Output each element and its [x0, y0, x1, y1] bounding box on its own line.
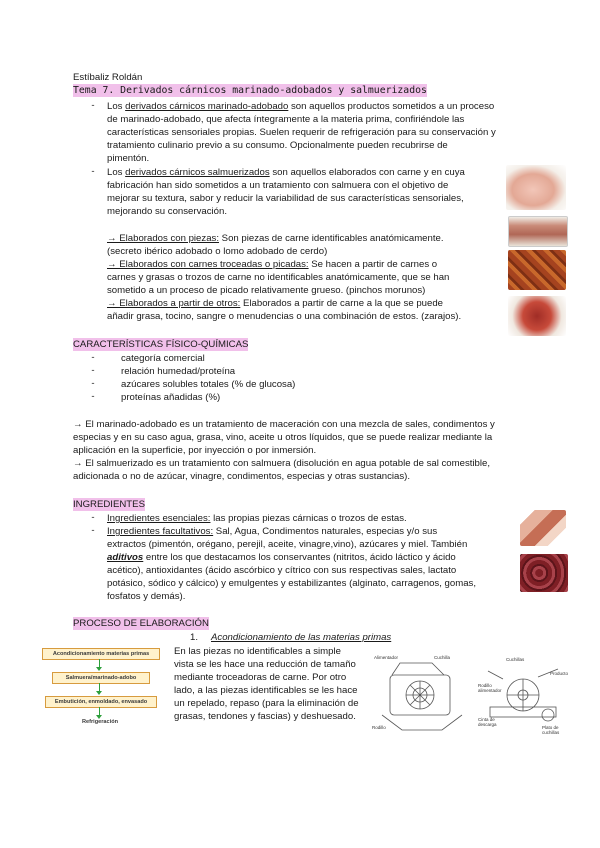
troceadora-diagram-1: [372, 655, 472, 737]
proceso-line: un repelado, repaso (para la eliminación de: [174, 698, 359, 709]
def-line: → El marinado-adobado es un tratamiento de maceración con una mezcla de sales, condimentos y: [73, 419, 495, 430]
proceso-line: mediante troceadoras de carne. Por otro: [174, 672, 347, 683]
type-piezas: → Elaborados con piezas: Son piezas de carne identificables anatómicamente.: [107, 233, 444, 244]
term-marinado: derivados cárnicos marinado-adobado: [125, 101, 289, 112]
bullet-dash: -: [91, 352, 95, 363]
intro-b1-line3: características sensoriales propias. Suelen requerir de refrigeración para su conservación y: [107, 127, 496, 138]
def-line: aplicación en la superficie, por inyección o por inmersión.: [73, 445, 317, 456]
proceso-step-number: 1.: [190, 632, 199, 643]
meat-pack-photo: [508, 216, 568, 247]
def-line: adicionada o no de azúcar, vinagre, condimentos, especias y otras sustancias).: [73, 471, 411, 482]
diagram-label: Plato de cuchillas: [542, 725, 560, 735]
term-salmuerizados: derivados cárnicos salmuerizados: [125, 167, 270, 178]
ingred-line: potásico, sódico y cálcico) y emulgentes y estabilizantes (alginato, carragenos, gomas,: [107, 578, 477, 589]
flow-step-final: Refrigeración: [81, 719, 119, 725]
bacon-photo: [520, 510, 566, 546]
caract-heading: CARACTERÍSTICAS FÍSICO-QUÍMICAS: [73, 339, 249, 350]
caract-item: categoría comercial: [121, 353, 205, 364]
diagram-label: Cuchilla: [434, 655, 451, 660]
type-troceadas-line2: carnes y grasas o trozos de carne no identificables anatómicamente, que se han: [107, 272, 450, 283]
flow-step: Embutición, enmoldado, envasado: [45, 696, 157, 708]
page-title: Tema 7. Derivados cárnicos marinado-adobados y salmuerizados: [73, 85, 427, 96]
flow-arrowhead: [96, 691, 102, 695]
diagram-label: Alimentador: [374, 655, 399, 660]
proceso-line: vista se les hace una reducción de tamaño: [174, 659, 356, 670]
diagram-label: Cuchillas: [506, 657, 525, 662]
proceso-line: En las piezas no identificables a simple: [174, 646, 341, 657]
intro-b1-line2: de marinado-adobado, que afecta íntegramente a la materia prima, confiriéndole las: [107, 114, 465, 125]
type-piezas-example: (secreto ibérico adobado o lomo adobado de cerdo): [107, 246, 328, 257]
caract-item: azúcares solubles totales (% de glucosa): [121, 379, 296, 390]
diagram-label: Cinta de descarga: [478, 717, 497, 727]
proceso-step-title: Acondicionamiento de las materias primas: [211, 632, 392, 643]
def-line: → El salmuerizado es un tratamiento con salmuera (disolución en agua potable de sal comestible,: [73, 458, 491, 469]
def-line: especias y en su caso agua, grasa, vino, aceite u otros líquidos, que se puede realizar mediante la: [73, 432, 493, 443]
ingred-esenciales: Ingredientes esenciales: las propias piezas cárnicas o trozos de estas.: [107, 513, 407, 524]
bullet-dash: -: [91, 166, 95, 177]
ingred-facultativos: Ingredientes facultativos: Sal, Agua, Condimentos naturales, especias y/o sus: [107, 526, 438, 537]
diagram-label: Rodillo alimentador: [478, 683, 502, 693]
bullet-dash: -: [91, 512, 95, 523]
intro-b2-line2: fabricación han sido sometidos a un tratamiento con salmuera con el objetivo de: [107, 180, 449, 191]
type-otros-line2: añadir grasa, tocino, sangre o menudencias o una combinación de estos. (zarajos).: [107, 311, 462, 322]
intro-b2-line3: mejorar su textura, sabor y reducir la variabilidad de sus características sensoriales,: [107, 193, 464, 204]
intro-b2-line4: mejorando su conservación.: [107, 206, 227, 217]
ham-photo: [506, 165, 566, 210]
caract-item: relación humedad/proteína: [121, 366, 236, 377]
bullet-dash: -: [91, 100, 95, 111]
intro-b1-line5: pimentón.: [107, 153, 150, 164]
proceso-line: grasas, tendones y fascias) y deshuesado.: [174, 711, 356, 722]
author-name: Estíbaliz Roldán: [73, 72, 143, 83]
zarajos-photo: [508, 296, 566, 336]
type-otros: → Elaborados a partir de otros: Elaborados a partir de carne a la que se puede: [107, 298, 444, 309]
flow-step: Acondicionamiento materias primas: [42, 648, 160, 660]
diagram-label: Producto: [550, 671, 569, 676]
ingred-line: extractos (pimentón, orégano, perejil, aceite, vinagre,vino), azúcares y miel. También: [107, 539, 468, 550]
troceadora-diagram-2: [478, 657, 570, 739]
proceso-line: lado, a las piezas identificables se les hace: [174, 685, 358, 696]
bullet-dash: -: [91, 365, 95, 376]
type-troceadas: → Elaborados con carnes troceadas o picadas: Se hacen a partir de carnes o: [107, 259, 438, 270]
meat-chunks-photo: [520, 554, 568, 592]
cutter-drawing: [372, 655, 472, 737]
proceso-heading: PROCESO DE ELABORACIÓN: [73, 618, 209, 629]
term-aditivos: aditivos: [107, 552, 144, 563]
ingred-heading: INGREDIENTES: [73, 499, 145, 510]
caract-item: proteínas añadidas (%): [121, 392, 221, 403]
intro-b2-line1: Los derivados cárnicos salmuerizados son aquellos elaborados con carne y en cuya: [107, 167, 465, 178]
flow-arrowhead: [96, 667, 102, 671]
type-troceadas-line3: sometido a un proceso de picado relativamente grueso. (pinchos morunos): [107, 285, 426, 296]
intro-b1-line1: Los derivados cárnicos marinado-adobado son aquellos productos sometidos a un proceso: [107, 101, 495, 112]
bullet-dash: -: [91, 525, 95, 536]
flow-step: Salmuera/marinado-adobo: [52, 672, 150, 684]
ingred-line: aditivos entre los que destacamos los conservantes (nitritos, ácido láctico y ácido: [107, 552, 456, 563]
ingred-line: fosfatos y demás).: [107, 591, 186, 602]
bullet-dash: -: [91, 378, 95, 389]
bullet-dash: -: [91, 391, 95, 402]
skewers-photo: [508, 250, 566, 290]
diagram-label: Rodillo: [372, 725, 386, 730]
ingred-line: acético), antioxidantes (ácido ascórbico y cítrico con sus respectivas sales, lactato: [107, 565, 457, 576]
intro-b1-line4: tratamiento culinario previo a su consumo. Opcionalmente pueden recubrirse de: [107, 140, 448, 151]
